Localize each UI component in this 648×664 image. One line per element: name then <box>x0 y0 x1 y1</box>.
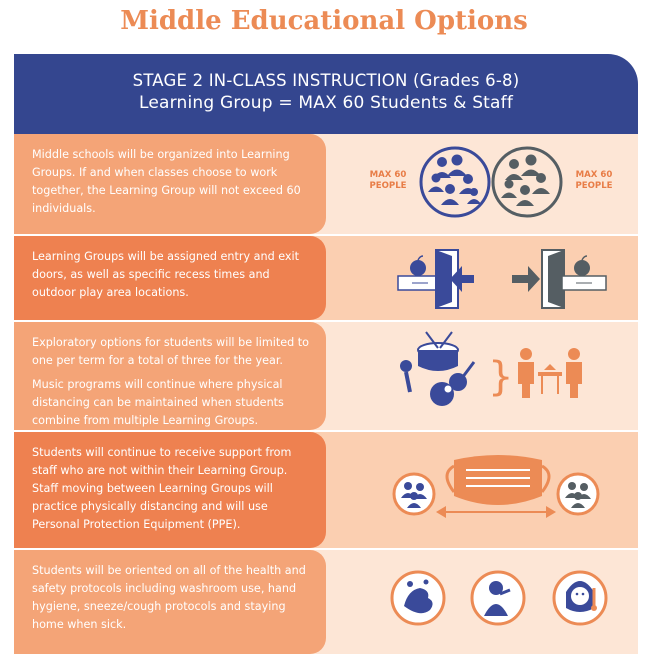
group-icon <box>421 148 489 216</box>
group-icon <box>394 474 434 514</box>
banner-heading: STAGE 2 IN-CLASS INSTRUCTION (Grades 6-8) <box>132 71 520 90</box>
row-text <box>14 432 326 548</box>
health-safety-text: Students will be oriented on all of the health and safety protocols including washroom use, hand hygiene, sneeze/cough protocols and staying home when sick. <box>32 564 306 631</box>
row-illustration <box>326 432 638 548</box>
cough-icon <box>472 572 524 624</box>
row-illustration <box>326 134 638 234</box>
lunchbox-icon <box>562 256 606 290</box>
row-health-safety <box>14 550 638 654</box>
row-illustration <box>326 236 638 320</box>
row-illustration <box>326 550 638 654</box>
row-text <box>14 322 326 430</box>
group-icon <box>493 148 561 216</box>
max-people-label-left: MAX 60 PEOPLE <box>369 170 407 191</box>
row-text <box>14 236 326 320</box>
stage-banner <box>14 54 638 134</box>
row-staff-support <box>14 432 638 548</box>
group-icon <box>558 474 598 514</box>
row-entry-exit <box>14 236 638 320</box>
drum-icon <box>418 332 458 371</box>
double-arrow-icon <box>436 506 556 518</box>
entry-exit-text: Learning Groups will be assigned entry and exit doors, as well as specific recess times and outdoor play area locations. <box>32 250 300 299</box>
handwashing-icon <box>392 572 444 624</box>
mask-icon <box>447 455 549 505</box>
brace-icon: } <box>488 354 514 400</box>
learning-groups-text: Middle schools will be organized into Learning Groups. If and when classes choose to work together, the Learning Group will not exceed 60 individuals. <box>32 148 301 215</box>
staff-support-text: Students will continue to receive support from staff who are not within their Learning Group. Staff moving between Learning Groups will practice physically distancing and will use Personal Protection Equipment (PPE). <box>32 446 292 531</box>
distanced-students-icon <box>518 348 582 398</box>
microphone-icon <box>400 360 412 392</box>
max-people-label-right: MAX 60 PEOPLE <box>575 170 613 191</box>
row-illustration <box>326 322 638 430</box>
row-text <box>14 550 326 654</box>
sick-icon <box>554 572 606 624</box>
page-title: Middle Educational Options <box>120 6 528 36</box>
door-exit-icon <box>512 250 564 308</box>
exploratory-text: Exploratory options for students will be limited to one per term for a total of three for the year. <box>32 336 310 367</box>
row-text <box>14 134 326 234</box>
row-exploratory <box>14 322 638 430</box>
music-programs-text: Music programs will continue where physical distancing can be maintained when students combine from multiple Learning Groups. <box>32 378 284 427</box>
row-learning-groups <box>14 134 638 234</box>
door-entry-icon <box>436 250 474 308</box>
banner-subheading: Learning Group = MAX 60 Students & Staff <box>138 93 514 113</box>
